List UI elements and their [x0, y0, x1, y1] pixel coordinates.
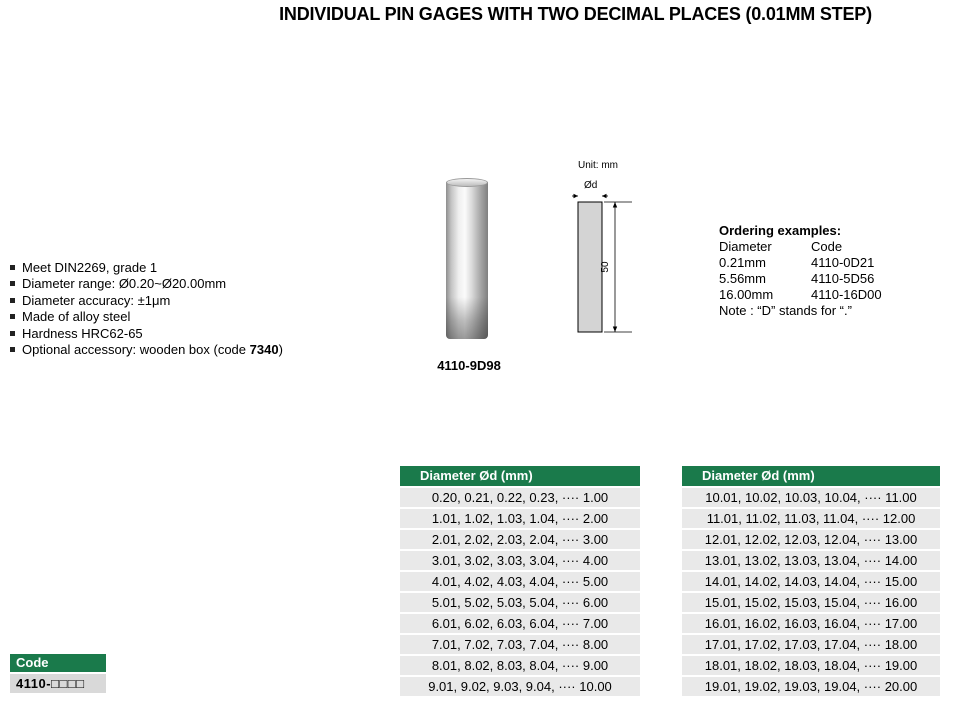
ordering-diameter: 16.00mm — [719, 287, 774, 302]
ordering-table — [719, 239, 882, 303]
feature-item — [10, 309, 283, 325]
table-header: Diameter Ød (mm) — [400, 466, 640, 486]
ordering-diameter: 0.21mm — [719, 255, 766, 270]
arrowhead-icon — [613, 327, 617, 333]
feature-item — [10, 260, 283, 276]
table-row: 16.01, 16.02, 16.03, 16.04, ···· 17.00 — [682, 614, 940, 633]
diameter-table-1 — [400, 466, 640, 696]
table-row: 5.01, 5.02, 5.03, 5.04, ···· 6.00 — [400, 593, 640, 612]
code-block-header: Code — [10, 654, 106, 672]
arrowhead-icon — [574, 194, 579, 198]
ordering-code: 4110-16D00 — [811, 287, 882, 302]
diameter-dim-label: Ød — [584, 180, 598, 191]
bullet-square-icon — [10, 298, 15, 303]
ordering-examples — [719, 223, 882, 319]
table-row: 12.01, 12.02, 12.03, 12.04, ···· 13.00 — [682, 530, 940, 549]
arrowhead-icon — [602, 194, 607, 198]
bullet-square-icon — [10, 331, 15, 336]
table-row: 15.01, 15.02, 15.03, 15.04, ···· 16.00 — [682, 593, 940, 612]
table-row: 4.01, 4.02, 4.03, 4.04, ···· 5.00 — [400, 572, 640, 591]
diameter-table-2 — [682, 466, 940, 696]
table-row: 17.01, 17.02, 17.03, 17.04, ···· 18.00 — [682, 635, 940, 654]
bullet-square-icon — [10, 347, 15, 352]
feature-text: Hardness HRC62-65 — [22, 325, 143, 341]
accessory-code: 7340 — [249, 341, 279, 357]
bullet-square-icon — [10, 314, 15, 319]
pin-side-view — [578, 202, 602, 332]
table-row: 11.01, 11.02, 11.03, 11.04, ···· 12.00 — [682, 509, 940, 528]
pin-gage-photo — [446, 178, 488, 339]
ordering-title: Ordering examples: — [719, 223, 842, 238]
table-row: 1.01, 1.02, 1.03, 1.04, ···· 2.00 — [400, 509, 640, 528]
table-row: 19.01, 19.02, 19.03, 19.04, ···· 20.00 — [682, 677, 940, 696]
code-block-value: 4110-□□□□ — [10, 674, 106, 693]
table-row: 14.01, 14.02, 14.03, 14.04, ···· 15.00 — [682, 572, 940, 591]
ordering-code: 4110-5D56 — [811, 271, 875, 286]
feature-text: Meet DIN2269, grade 1 — [22, 260, 158, 275]
feature-item — [10, 342, 283, 358]
table-row: 8.01, 8.02, 8.03, 8.04, ···· 9.00 — [400, 656, 640, 675]
ordering-note: Note : “D” stands for “.” — [719, 303, 852, 318]
table-row: 10.01, 10.02, 10.03, 10.04, ···· 11.00 — [682, 488, 940, 507]
table-row: 18.01, 18.02, 18.03, 18.04, ···· 19.00 — [682, 656, 940, 675]
page-title: INDIVIDUAL PIN GAGES WITH TWO DECIMAL PLACES (0.01MM STEP) — [279, 4, 872, 24]
feature-text: Diameter range: Ø0.20~Ø20.00mm — [22, 276, 227, 292]
bullet-square-icon — [10, 281, 15, 286]
ordering-col-diameter: Diameter — [719, 239, 772, 254]
pin-model-label: 4110-9D98 — [437, 358, 501, 373]
length-dim-label: 50 — [600, 261, 611, 273]
table-row: 6.01, 6.02, 6.03, 6.04, ···· 7.00 — [400, 614, 640, 633]
code-block — [10, 654, 106, 693]
technical-drawing — [572, 158, 642, 343]
unit-label: Unit: mm — [578, 160, 618, 171]
table-row: 9.01, 9.02, 9.03, 9.04, ···· 10.00 — [400, 677, 640, 696]
feature-item — [10, 276, 283, 292]
feature-list — [10, 260, 283, 358]
table-row: 13.01, 13.02, 13.03, 13.04, ···· 14.00 — [682, 551, 940, 570]
table-row: 7.01, 7.02, 7.03, 7.04, ···· 8.00 — [400, 635, 640, 654]
feature-item — [10, 293, 283, 309]
feature-text: Made of alloy steel — [22, 309, 131, 325]
arrowhead-icon — [613, 202, 617, 208]
feature-text: Optional accessory: wooden box (code 7340) — [22, 341, 283, 357]
table-row: 0.20, 0.21, 0.22, 0.23, ···· 1.00 — [400, 488, 640, 507]
table-row: 2.01, 2.02, 2.03, 2.04, ···· 3.00 — [400, 530, 640, 549]
pin-top-face — [446, 178, 488, 187]
feature-item — [10, 326, 283, 342]
ordering-col-code: Code — [811, 239, 843, 254]
feature-text: Diameter accuracy: ±1μm — [22, 292, 171, 308]
ordering-diameter: 5.56mm — [719, 271, 766, 286]
pin-body — [446, 182, 488, 339]
bullet-square-icon — [10, 265, 15, 270]
ordering-code: 4110-0D21 — [811, 255, 875, 270]
table-row: 3.01, 3.02, 3.03, 3.04, ···· 4.00 — [400, 551, 640, 570]
table-header: Diameter Ød (mm) — [682, 466, 940, 486]
